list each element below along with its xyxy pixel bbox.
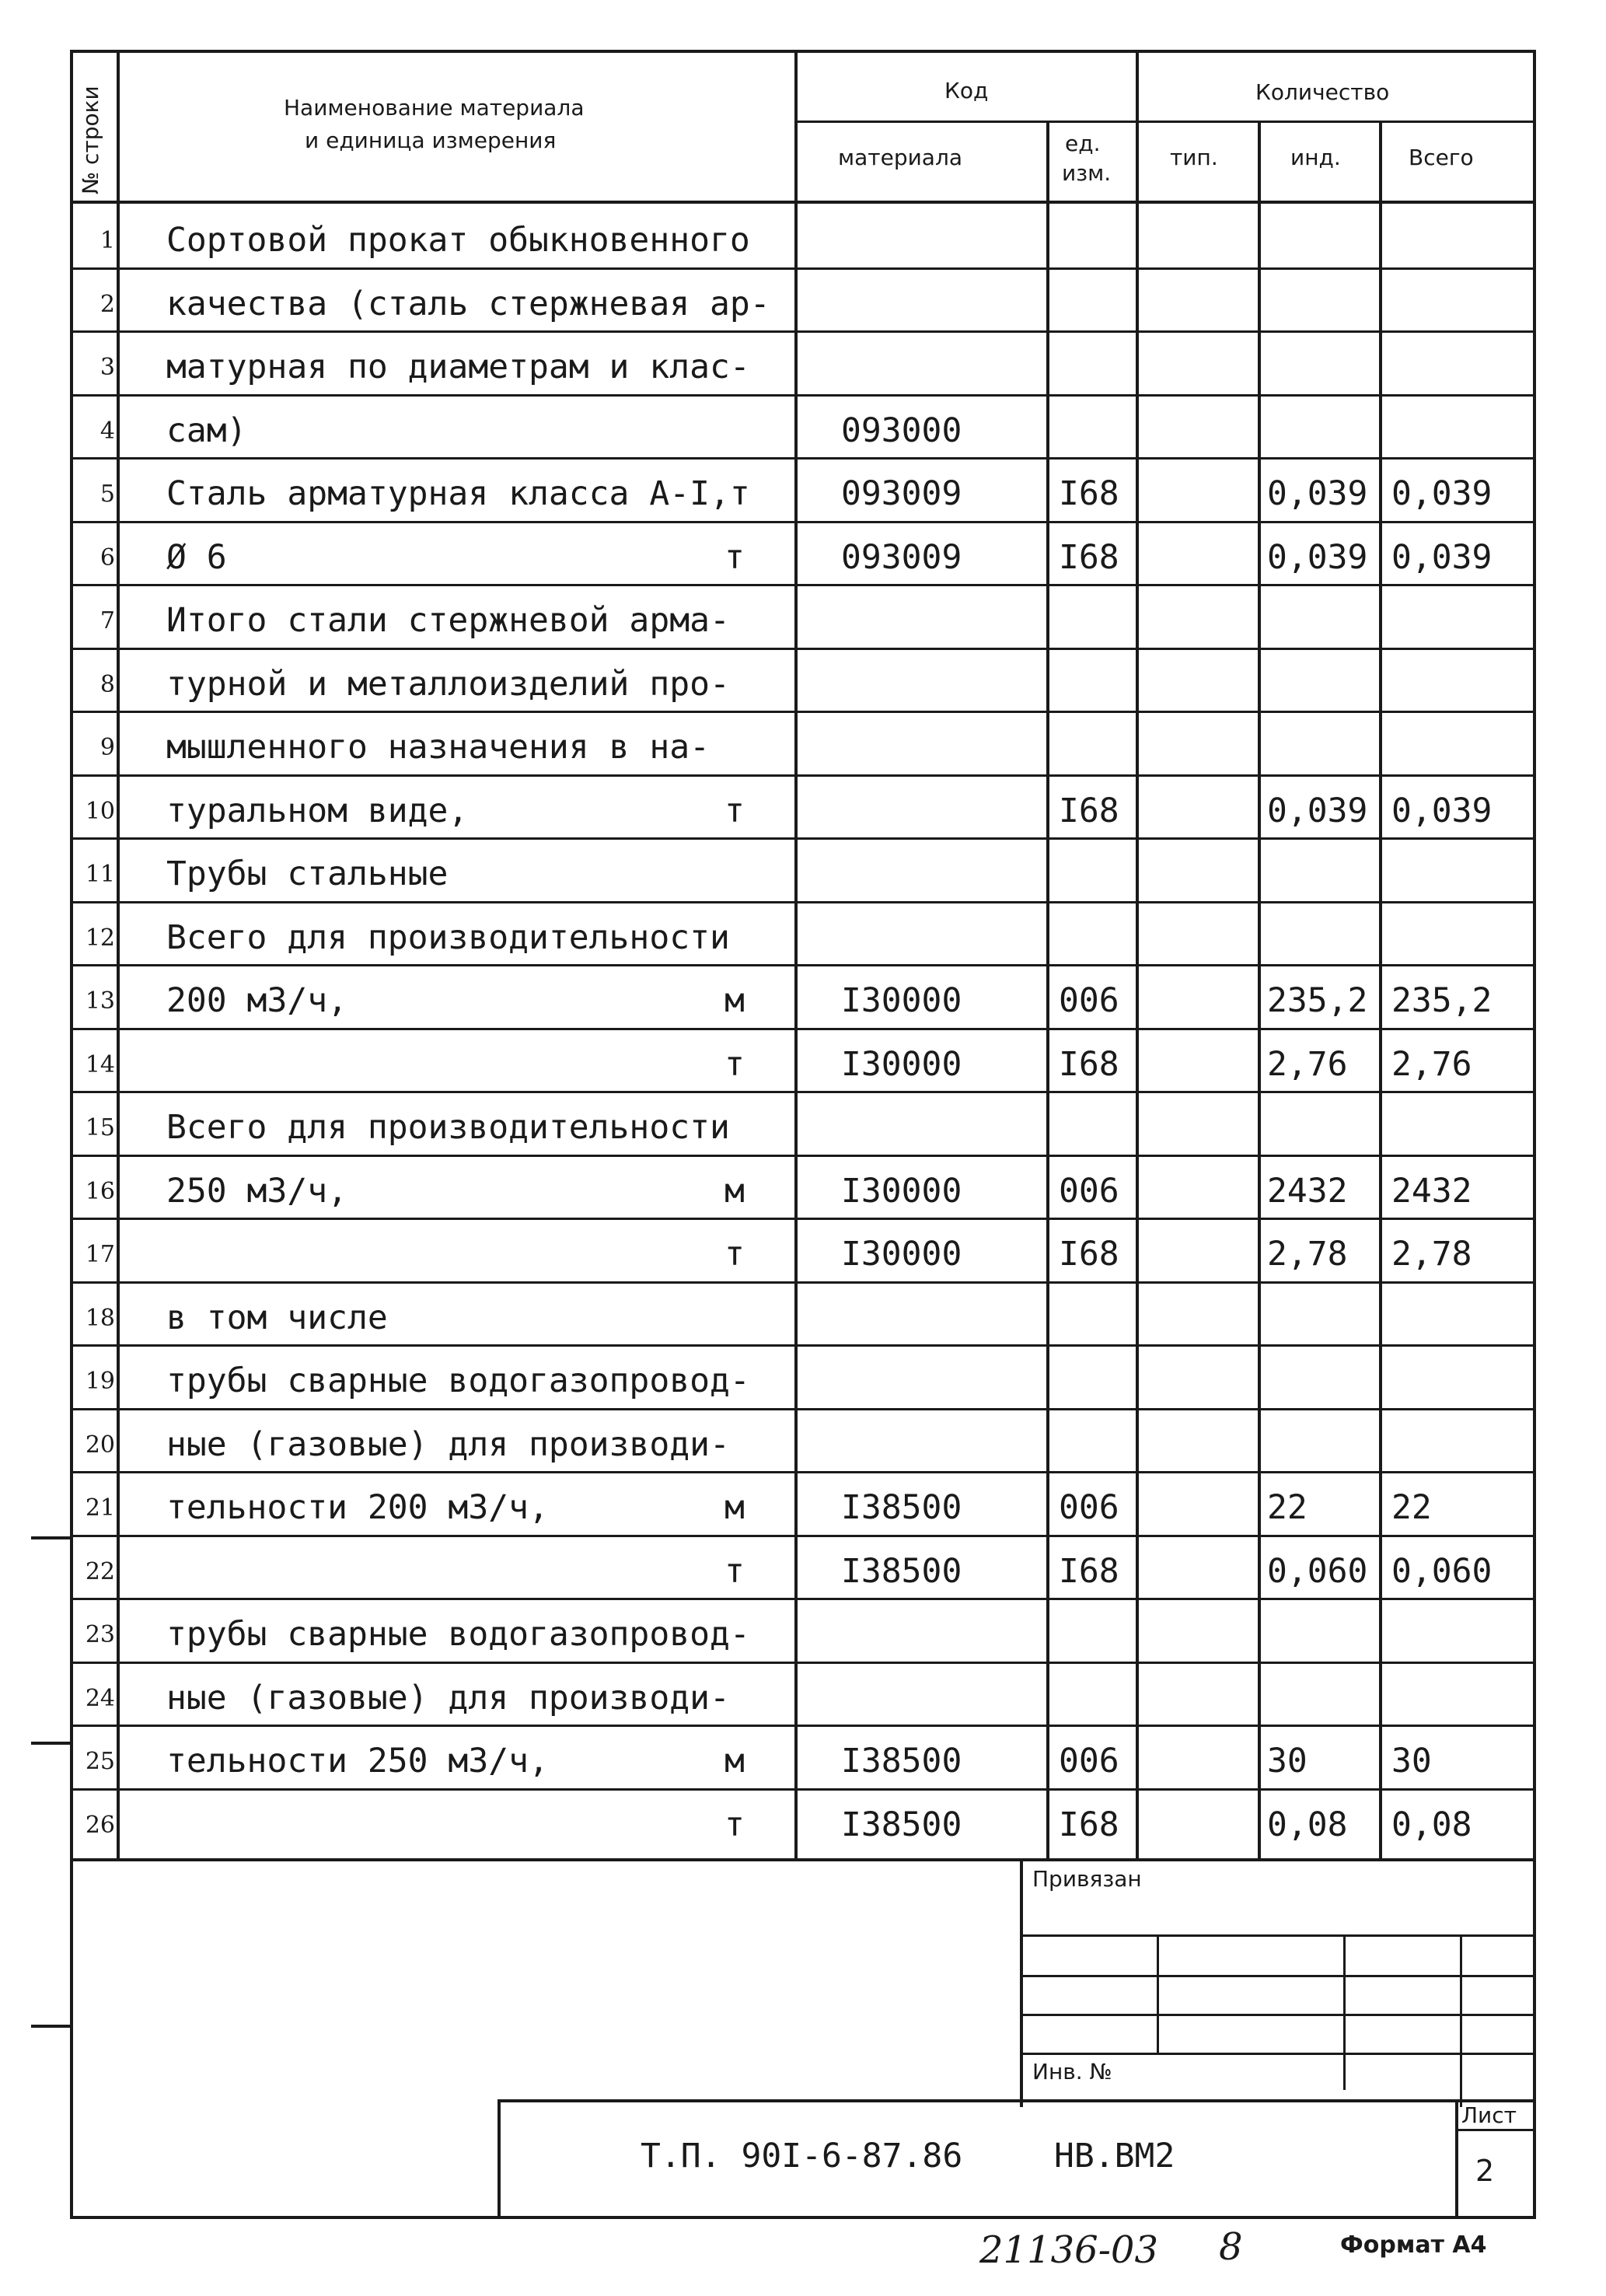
row-number: 12 [85, 924, 115, 952]
row-divider [70, 774, 1536, 777]
unit-code: I68 [1059, 474, 1119, 513]
material-name: трубы сварные водогазопровод- [166, 1361, 750, 1400]
qty-total: 235,2 [1391, 981, 1493, 1020]
row-number: 10 [85, 798, 115, 825]
material-name: Всего для производительности [166, 918, 730, 957]
stamp-inv-label: Инв. № [1032, 2059, 1112, 2085]
row-number: 2 [100, 291, 115, 318]
stamp-grid-line-3 [1020, 2014, 1536, 2016]
row-divider [70, 1155, 1536, 1157]
row-number: 3 [100, 354, 115, 381]
row-number: 26 [85, 1812, 115, 1839]
unit-code: 006 [1059, 1488, 1119, 1527]
row-divider [70, 964, 1536, 966]
col-line-name [794, 50, 798, 1861]
margin-tick-2 [31, 1742, 72, 1745]
unit-of-measure: м [724, 981, 745, 1020]
row-number: 9 [100, 734, 115, 761]
stamp-doc-code: НВ.ВМ2 [1054, 2137, 1175, 2175]
material-name: мышленного назначения в на- [166, 728, 710, 767]
material-name: 200 м3/ч, [166, 981, 347, 1020]
stamp-sheet-number: 2 [1475, 2154, 1495, 2188]
stamp-top-line [70, 1858, 1536, 1861]
row-number: 21 [85, 1494, 115, 1522]
material-name: турной и металлоизделий про- [166, 665, 730, 704]
stamp-grid-line-1 [1020, 1934, 1536, 1937]
row-divider [70, 1091, 1536, 1093]
row-divider [70, 1471, 1536, 1473]
unit-of-measure: м [724, 1488, 745, 1527]
unit-code: I68 [1059, 1805, 1119, 1844]
row-divider [70, 648, 1536, 650]
unit-of-measure: т [724, 1552, 745, 1591]
unit-of-measure: т [724, 1805, 745, 1844]
row-number: 16 [85, 1178, 115, 1205]
material-name: качества (сталь стержневая ар- [166, 285, 770, 323]
material-name: тельности 250 м3/ч, [166, 1742, 549, 1781]
material-name: Итого стали стержневой арма- [166, 601, 730, 640]
row-number: 4 [100, 418, 115, 445]
qty-total: 0,039 [1391, 792, 1493, 830]
stamp-grid-col-2 [1343, 1934, 1346, 2090]
row-number: 25 [85, 1748, 115, 1775]
row-number: 1 [100, 227, 115, 254]
row-divider [70, 330, 1536, 333]
material-code: I30000 [841, 1235, 962, 1274]
paper-format-label: Формат А4 [1340, 2231, 1487, 2259]
qty-individual: 22 [1267, 1488, 1307, 1527]
header-bottom-line [70, 201, 1536, 204]
qty-individual: 0,08 [1267, 1805, 1348, 1844]
row-divider [70, 1344, 1536, 1347]
stamp-sheet-line [1455, 2129, 1536, 2131]
stamp-sheet-label: Лист [1461, 2102, 1517, 2128]
row-number: 22 [85, 1558, 115, 1585]
qty-total: 0,060 [1391, 1552, 1493, 1591]
qty-total: 22 [1391, 1488, 1432, 1527]
qty-total: 0,08 [1391, 1805, 1472, 1844]
unit-code: 006 [1059, 1172, 1119, 1211]
material-name: ные (газовые) для производи- [166, 1425, 730, 1464]
qty-individual: 235,2 [1267, 981, 1368, 1020]
stamp-linked-label: Привязан [1032, 1866, 1142, 1892]
material-code: I30000 [841, 1045, 962, 1084]
stamp-title-left-line [498, 2099, 501, 2219]
header-row-no: № строки [78, 86, 103, 194]
row-divider [70, 1281, 1536, 1284]
col-line-rownum [117, 50, 120, 1861]
material-name: сам) [166, 411, 247, 450]
header-code: Код [944, 78, 989, 103]
qty-total: 2432 [1391, 1172, 1472, 1211]
qty-individual: 2432 [1267, 1172, 1348, 1211]
stamp-grid-col-3 [1460, 1934, 1462, 2107]
unit-code: I68 [1059, 1045, 1119, 1084]
row-number: 24 [85, 1685, 115, 1712]
qty-individual: 0,039 [1267, 538, 1368, 577]
row-divider [70, 1788, 1536, 1791]
row-number: 20 [85, 1431, 115, 1459]
header-sub-line [794, 121, 1536, 123]
header-qty-total: Всего [1409, 145, 1474, 170]
material-name: 250 м3/ч, [166, 1172, 347, 1211]
col-line-code-material [1046, 121, 1049, 1861]
material-name: ные (газовые) для производи- [166, 1679, 730, 1718]
row-number: 7 [100, 607, 115, 634]
row-number: 6 [100, 544, 115, 571]
material-code: I30000 [841, 981, 962, 1020]
row-divider [70, 584, 1536, 586]
row-number: 17 [85, 1241, 115, 1268]
handwritten-archive-number: 21136-03 [979, 2228, 1158, 2272]
material-code: 093000 [841, 411, 962, 450]
row-number: 15 [85, 1114, 115, 1141]
unit-of-measure: т [724, 538, 745, 577]
unit-of-measure: т [724, 792, 745, 830]
material-code: 093009 [841, 474, 962, 513]
header-quantity: Количество [1255, 79, 1390, 105]
material-name: трубы сварные водогазопровод- [166, 1615, 750, 1654]
handwritten-page-number: 8 [1219, 2225, 1243, 2269]
row-number: 23 [85, 1621, 115, 1648]
row-number: 11 [85, 861, 115, 888]
unit-of-measure: т [724, 1045, 745, 1084]
row-divider [70, 837, 1536, 840]
row-divider [70, 457, 1536, 460]
unit-code: 006 [1059, 1742, 1119, 1781]
stamp-grid-line-4 [1020, 2053, 1536, 2055]
material-code: I38500 [841, 1742, 962, 1781]
qty-individual: 30 [1267, 1742, 1307, 1781]
material-name: Сталь арматурная класса А-I,т [166, 474, 750, 513]
qty-individual: 0,039 [1267, 474, 1368, 513]
row-divider [70, 1725, 1536, 1727]
qty-individual: 2,76 [1267, 1045, 1348, 1084]
unit-of-measure: м [724, 1742, 745, 1781]
unit-of-measure: т [724, 1235, 745, 1274]
stamp-grid-line-2 [1020, 1975, 1536, 1977]
material-name: Всего для производительности [166, 1108, 730, 1147]
margin-tick-3 [31, 2025, 72, 2028]
row-divider [70, 1598, 1536, 1600]
stamp-sheet-left-line [1455, 2099, 1458, 2219]
header-qty-ind: инд. [1290, 145, 1341, 170]
material-name: матурная по диаметрам и клас- [166, 348, 750, 386]
qty-total: 30 [1391, 1742, 1432, 1781]
header-code-material: материала [838, 145, 963, 170]
col-line-typ [1258, 121, 1261, 1861]
col-line-code-unit [1136, 50, 1139, 1861]
material-code: I38500 [841, 1552, 962, 1591]
material-code: I38500 [841, 1805, 962, 1844]
header-code-unit-1: ед. [1065, 131, 1101, 156]
row-divider [70, 1218, 1536, 1220]
material-name: Ø 6 [166, 538, 227, 577]
unit-code: I68 [1059, 1552, 1119, 1591]
material-name: в том числе [166, 1298, 388, 1337]
row-divider [70, 394, 1536, 397]
row-divider [70, 267, 1536, 270]
qty-total: 2,76 [1391, 1045, 1472, 1084]
stamp-title-top-line [498, 2099, 1536, 2102]
unit-of-measure: м [724, 1172, 745, 1211]
material-name: тельности 200 м3/ч, [166, 1488, 549, 1527]
header-name-line1: Наименование материала [284, 95, 585, 121]
header-code-unit-2: изм. [1062, 160, 1112, 186]
qty-individual: 2,78 [1267, 1235, 1348, 1274]
material-name: Трубы стальные [166, 854, 449, 893]
row-number: 5 [100, 481, 115, 508]
row-divider [70, 521, 1536, 523]
qty-individual: 0,039 [1267, 792, 1368, 830]
qty-total: 2,78 [1391, 1235, 1472, 1274]
row-divider [70, 711, 1536, 713]
row-number: 13 [85, 987, 115, 1015]
unit-code: I68 [1059, 538, 1119, 577]
material-code: I30000 [841, 1172, 962, 1211]
unit-code: 006 [1059, 981, 1119, 1020]
unit-code: I68 [1059, 1235, 1119, 1274]
material-code: I38500 [841, 1488, 962, 1527]
col-line-ind [1379, 121, 1382, 1861]
qty-total: 0,039 [1391, 538, 1493, 577]
qty-total: 0,039 [1391, 474, 1493, 513]
stamp-left-line [1020, 1858, 1023, 2107]
unit-code: I68 [1059, 792, 1119, 830]
header-qty-typ: тип. [1170, 145, 1218, 170]
header-name-line2: и единица измерения [305, 128, 557, 153]
material-code: 093009 [841, 538, 962, 577]
row-divider [70, 1535, 1536, 1537]
row-divider [70, 1662, 1536, 1664]
material-name: туральном виде, [166, 792, 469, 830]
material-name: Сортовой прокат обыкновенного [166, 221, 750, 260]
qty-individual: 0,060 [1267, 1552, 1368, 1591]
row-number: 18 [85, 1305, 115, 1332]
row-divider [70, 901, 1536, 903]
row-divider [70, 1028, 1536, 1030]
row-number: 19 [85, 1368, 115, 1395]
stamp-designation: Т.П. 90I-6-87.86 [641, 2137, 963, 2175]
row-number: 8 [100, 671, 115, 698]
row-number: 14 [85, 1051, 115, 1078]
margin-tick-1 [31, 1536, 72, 1539]
row-divider [70, 1408, 1536, 1410]
stamp-grid-col-1 [1157, 1934, 1159, 2053]
